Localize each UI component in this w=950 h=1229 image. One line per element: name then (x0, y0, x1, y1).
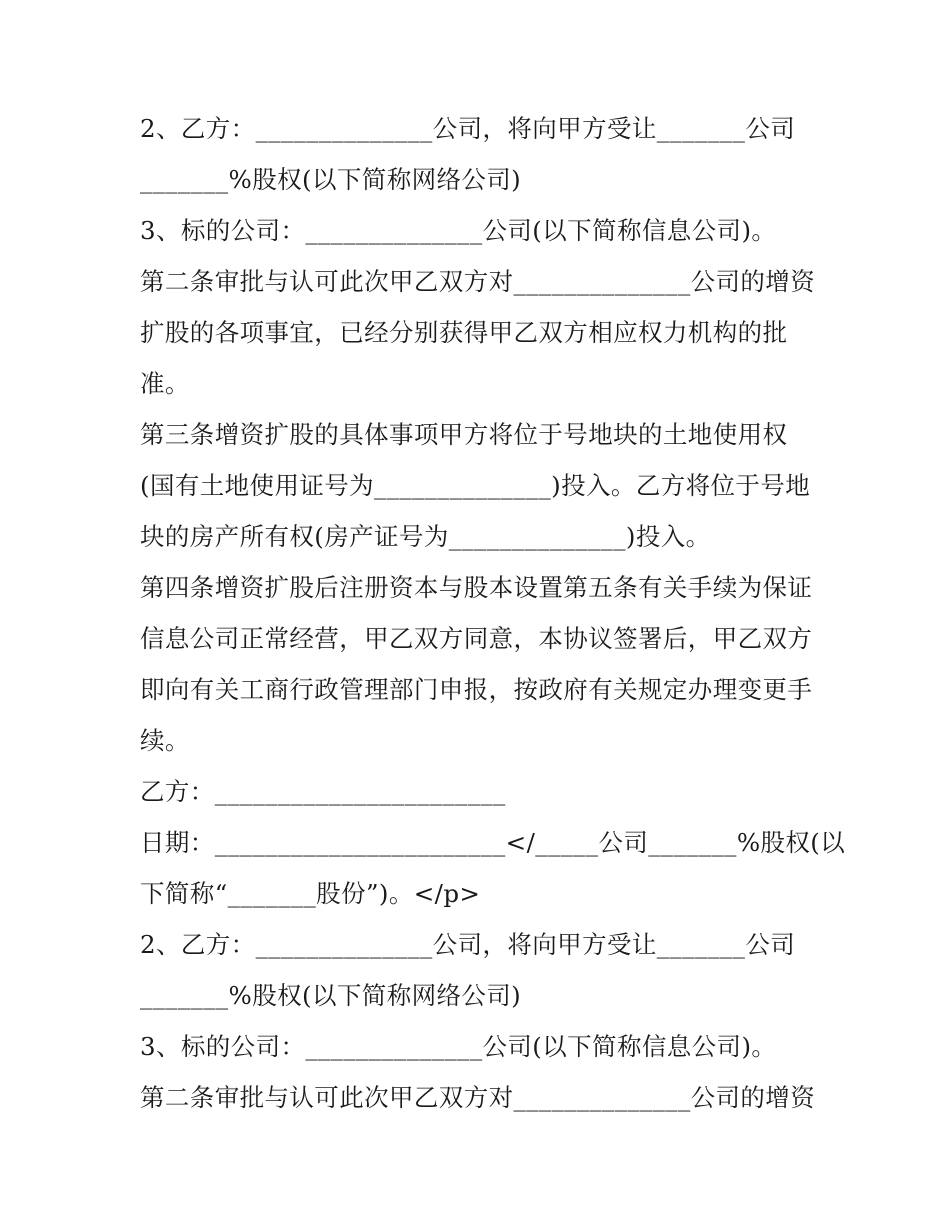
text-line: 第二条审批与认可此次甲乙双方对______________公司的增资 (140, 267, 816, 296)
document-body (140, 103, 846, 1123)
text-line: 扩股的各项事宜，已经分别获得甲乙双方相应权力机构的批 (140, 318, 788, 347)
text-line: 乙方：_______________________ (140, 777, 506, 806)
text-line: 2、乙方：______________公司，将向甲方受让_______公司 (140, 930, 796, 959)
text-line: 块的房产所有权(房产证号为______________)投入。 (140, 522, 711, 551)
text-line: _______%股权(以下简称网络公司) (140, 981, 522, 1010)
text-line: 第二条审批与认可此次甲乙双方对______________公司的增资 (140, 1083, 816, 1112)
text-line: 下简称“_______股份”)。</p> (140, 879, 481, 908)
text-line: _______%股权(以下简称网络公司) (140, 165, 522, 194)
text-line: 信息公司正常经营，甲乙双方同意，本协议签署后，甲乙双方 (140, 624, 813, 653)
text-line: 第四条增资扩股后注册资本与股本设置第五条有关手续为保证 (140, 573, 813, 602)
text-line: 第三条增资扩股的具体事项甲方将位于号地块的土地使用权 (140, 420, 788, 449)
text-line: 续。 (140, 726, 190, 755)
text-line: 3、标的公司：______________公司(以下简称信息公司)。 (140, 216, 777, 245)
text-line: 3、标的公司：______________公司(以下简称信息公司)。 (140, 1032, 777, 1061)
text-line: 准。 (140, 369, 190, 398)
text-line: 日期：_______________________</_____公司_______%股权(以 (140, 828, 846, 857)
text-line: (国有土地使用证号为______________)投入。乙方将位于号地 (140, 471, 811, 500)
text-line: 2、乙方：______________公司，将向甲方受让_______公司 (140, 114, 796, 143)
text-line: 即向有关工商行政管理部门申报，按政府有关规定办理变更手 (140, 675, 813, 704)
